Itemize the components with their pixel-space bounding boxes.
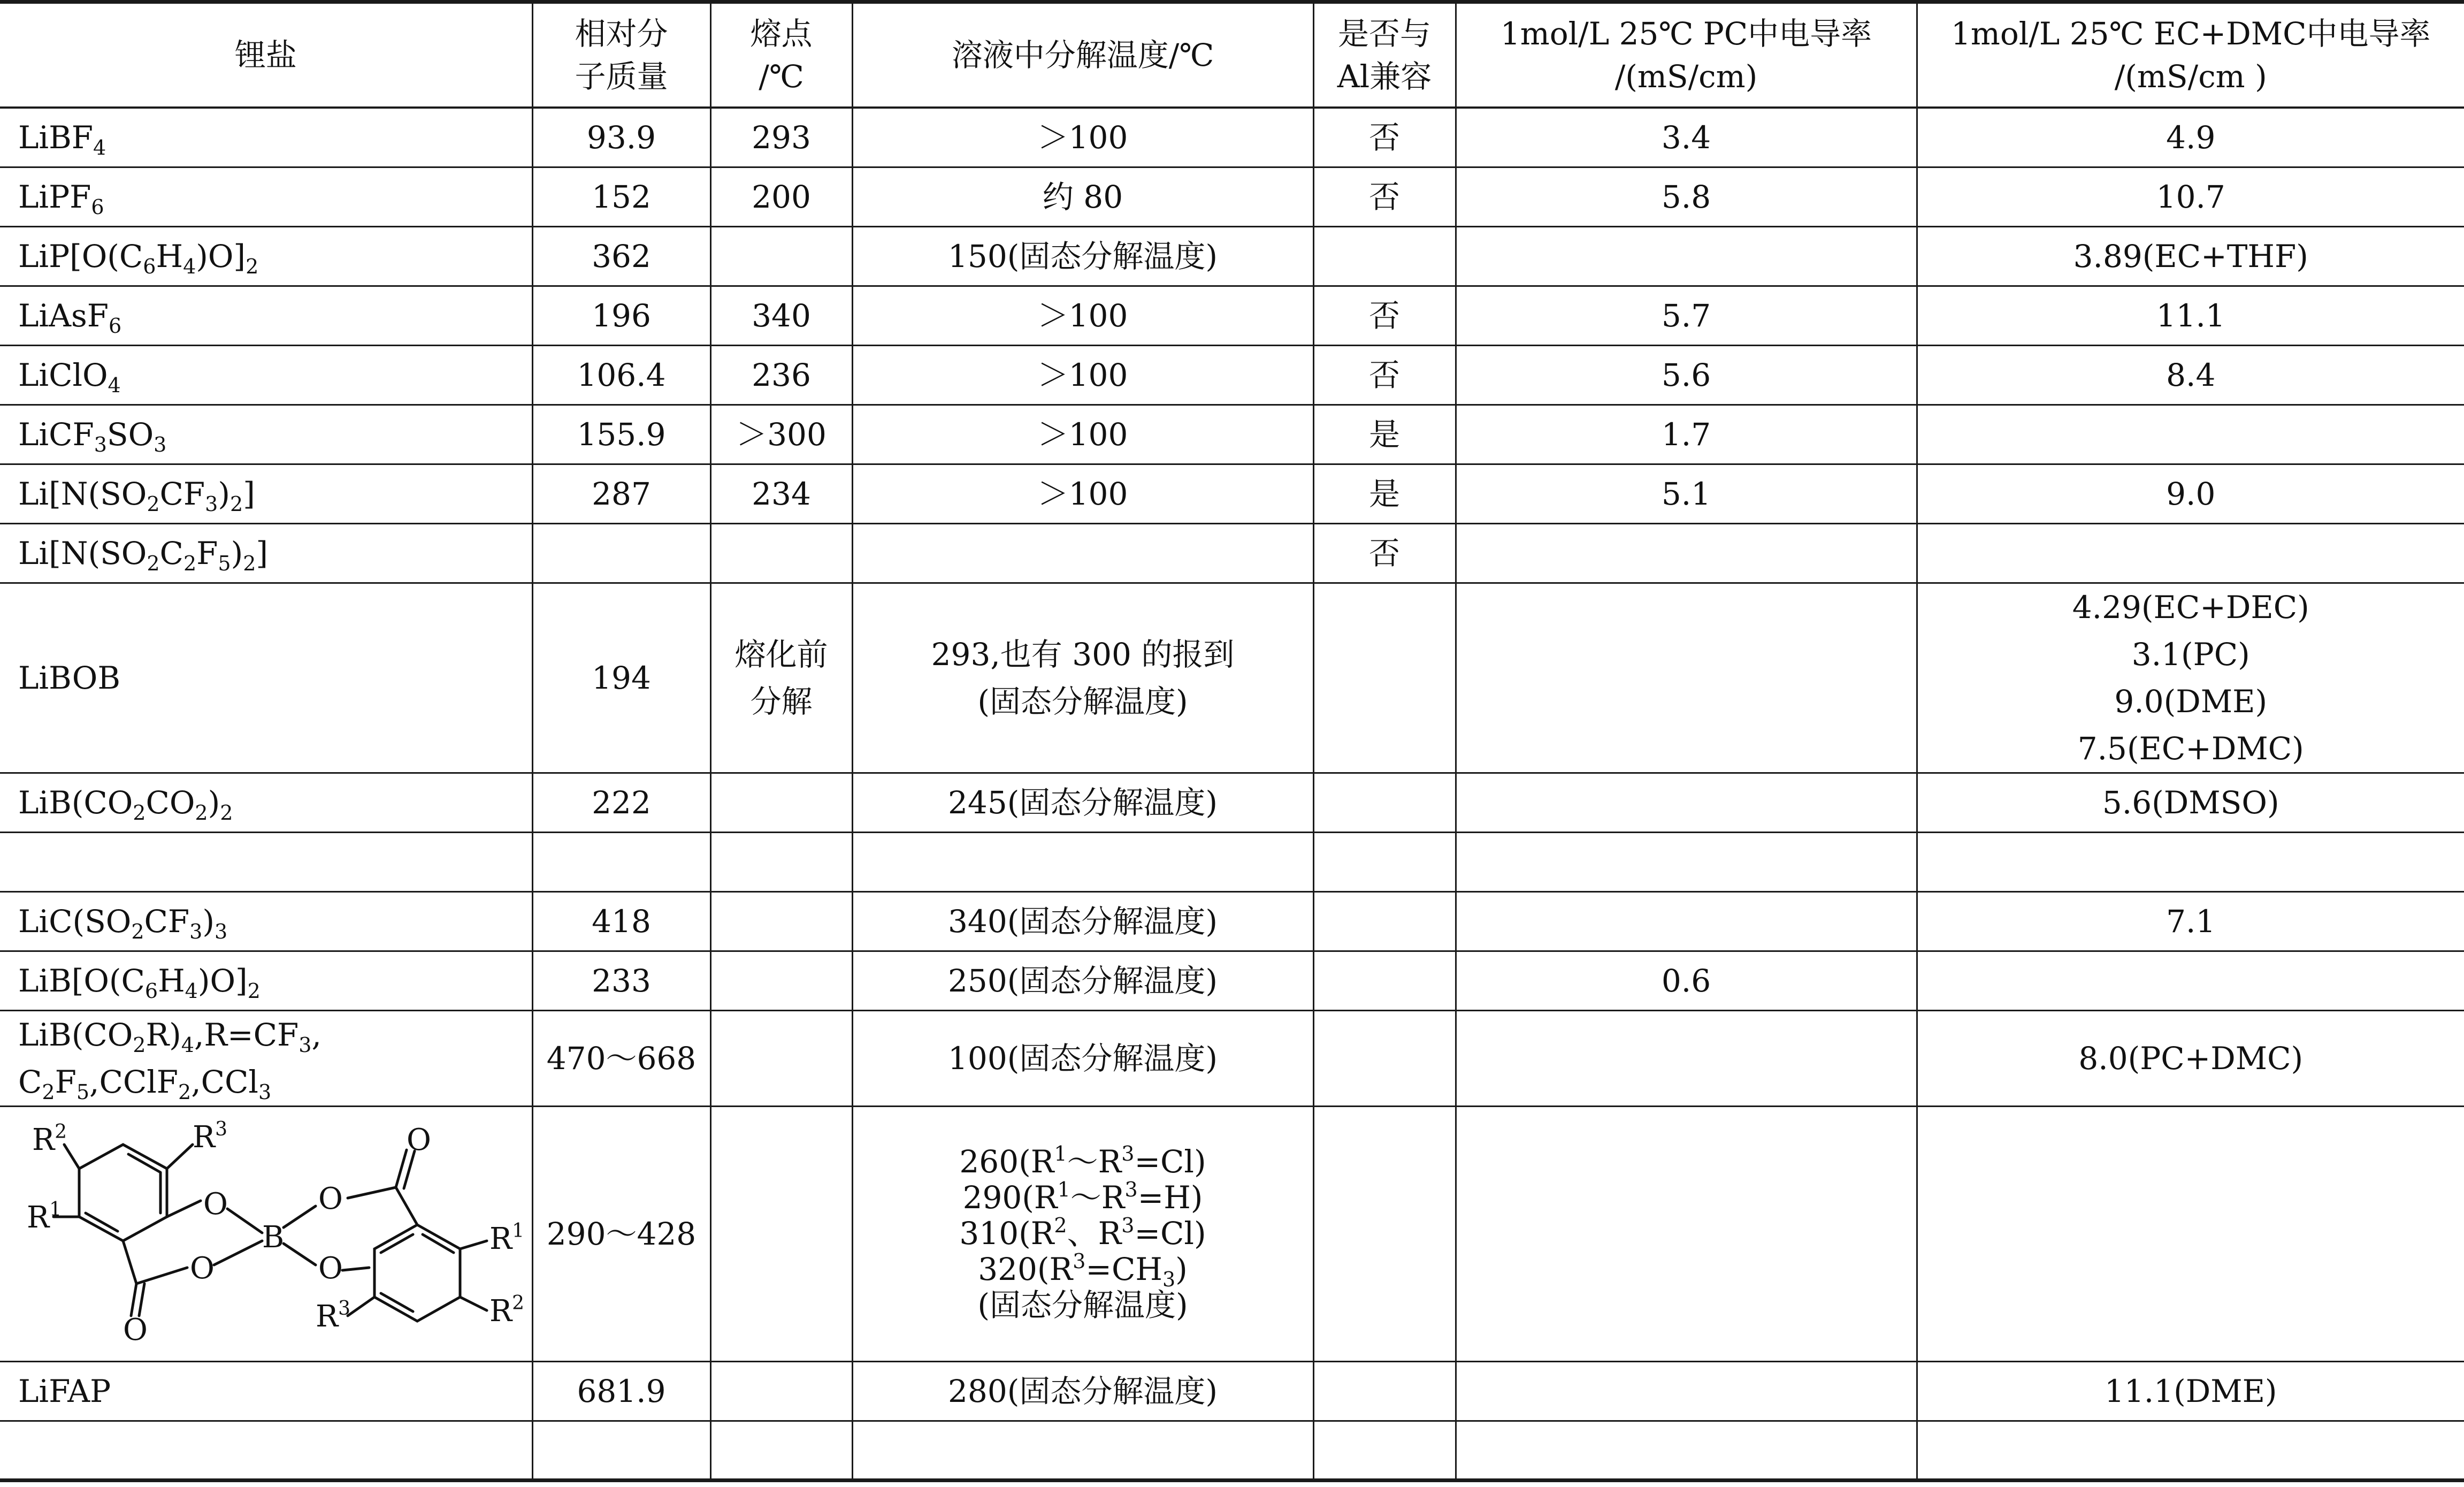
cell-line: 5.6(DMSO) <box>2102 784 2279 821</box>
melting-point-cell <box>710 832 852 891</box>
melting-point-cell <box>710 951 852 1010</box>
al-compatibility-cell: 是 <box>1313 405 1456 464</box>
header-al-compatibility <box>1313 2 1456 108</box>
cell-line: 200 <box>752 178 811 215</box>
al-compatibility-cell <box>1313 1361 1456 1421</box>
al-compatibility-cell <box>1313 1421 1456 1480</box>
cell-line: ＞300 <box>736 416 827 453</box>
al-compatibility-cell: 否 <box>1313 286 1456 345</box>
header-melting-point <box>710 2 852 108</box>
struct-o-carbonyl-left: O <box>123 1312 148 1347</box>
salt-cell: LiPF$_6$ <box>0 167 532 226</box>
molecular-weight-cell: 152 <box>532 167 710 226</box>
cell-line: (固态分解温度) <box>977 1287 1188 1323</box>
cell-line: 8.0(PC+DMC) <box>2078 1040 2304 1077</box>
cell-line: 150(固态分解温度) <box>948 238 1218 274</box>
pc-conductivity-cell: 5.8 <box>1456 167 1917 226</box>
pc-conductivity-cell <box>1456 1421 1917 1480</box>
pc-conductivity-cell: 0.6 <box>1456 951 1917 1010</box>
pc-conductivity-cell: 3.4 <box>1456 108 1917 167</box>
struct-o-2: O <box>190 1250 215 1286</box>
ec-dmc-conductivity-cell <box>1917 464 2464 523</box>
pc-conductivity-cell: 5.7 <box>1456 286 1917 345</box>
molecular-weight-cell: 681.9 <box>532 1361 710 1421</box>
al-compatibility-cell <box>1313 951 1456 1010</box>
cell-line: $310(R^2$、$R^3=Cl$) <box>959 1214 1206 1252</box>
al-compatibility-cell <box>1313 891 1456 951</box>
salt-cell: LiBF$_4$ <box>0 108 532 167</box>
header-al-line1: 是否与 <box>1337 16 1431 52</box>
struct-r3-left: $R^3$ <box>193 1118 228 1155</box>
ec-dmc-conductivity-cell <box>1917 583 2464 773</box>
table-row <box>0 345 2464 405</box>
melting-point-cell <box>710 405 852 464</box>
ec-dmc-conductivity-cell <box>1917 108 2464 167</box>
pc-conductivity-cell: 5.6 <box>1456 345 1917 405</box>
header-mw-line1: 相对分 <box>575 16 668 52</box>
ec-dmc-conductivity-cell <box>1917 1106 2464 1361</box>
cell-line: ＞100 <box>1037 297 1128 334</box>
melting-point-cell <box>710 1010 852 1106</box>
table-row <box>0 226 2464 286</box>
table-row <box>0 286 2464 345</box>
struct-o-carbonyl-right: O <box>407 1122 431 1157</box>
table-row <box>0 583 2464 773</box>
table-row <box>0 773 2464 832</box>
salt-cell: $LiB(CO_2CO_2)_2$ <box>0 773 532 832</box>
struct-o-1: O <box>203 1186 228 1222</box>
melting-point-cell <box>710 286 852 345</box>
molecular-weight-cell: 287 <box>532 464 710 523</box>
header-molecular-weight <box>532 2 710 108</box>
decomposition-temp-cell <box>852 951 1313 1010</box>
al-compatibility-cell <box>1313 226 1456 286</box>
cell-line: 10.7 <box>2156 178 2225 215</box>
molecular-weight-cell: 470～668 <box>532 1010 710 1106</box>
ec-dmc-conductivity-cell <box>1917 773 2464 832</box>
salt-cell: $LiP[O(C_6H_4)O]_2$ <box>0 226 532 286</box>
header-mp-line2: /℃ <box>759 58 804 95</box>
ec-dmc-conductivity-cell <box>1917 891 2464 951</box>
struct-o-4: O <box>318 1250 343 1286</box>
header-row <box>0 2 2464 108</box>
cell-line: 11.1(DME) <box>2104 1372 2277 1409</box>
salt-cell <box>0 1421 532 1480</box>
header-pc-line2: /(mS/cm) <box>1614 58 1758 95</box>
melting-point-cell <box>710 1421 852 1480</box>
decomposition-temp-cell <box>852 891 1313 951</box>
al-compatibility-cell: 否 <box>1313 108 1456 167</box>
pc-conductivity-cell: 5.1 <box>1456 464 1917 523</box>
table-row <box>0 464 2464 523</box>
molecular-weight-cell: 194 <box>532 583 710 773</box>
table-row <box>0 832 2464 891</box>
cell-line: 8.4 <box>2166 356 2216 393</box>
salt-cell <box>0 832 532 891</box>
struct-o-3: O <box>318 1181 343 1216</box>
pc-conductivity-cell <box>1456 1106 1917 1361</box>
molecular-weight-cell <box>532 1421 710 1480</box>
table-row <box>0 405 2464 464</box>
cell-line: 100(固态分解温度) <box>948 1040 1218 1077</box>
header-ecdmc-line1: 1mol/L 25℃ EC+DMC中电导率 <box>1950 16 2431 52</box>
decomposition-temp-cell <box>852 345 1313 405</box>
decomposition-temp-cell <box>852 1421 1313 1480</box>
pc-conductivity-cell <box>1456 832 1917 891</box>
table-row <box>0 523 2464 583</box>
cell-line: $290(R^1\sim R^3=H)$ <box>962 1178 1203 1216</box>
cell-line: ＞100 <box>1037 416 1128 453</box>
salt-cell: $LiB(CO_2R)_4,R=CF_3$, $C_2F_5,CClF_2,CCl_3$ <box>0 1010 532 1106</box>
struct-r2-right: $R^2$ <box>489 1292 524 1329</box>
salt-cell: LiAsF$_6$ <box>0 286 532 345</box>
melting-point-cell <box>710 167 852 226</box>
salt-cell: $LiC(SO_2CF_3)_3$ <box>0 891 532 951</box>
molecular-weight-cell: 290～428 <box>532 1106 710 1361</box>
molecular-weight-cell: 418 <box>532 891 710 951</box>
cell-line: 约 80 <box>1042 178 1123 215</box>
cell-line: 234 <box>752 475 811 512</box>
decomposition-temp-cell <box>852 405 1313 464</box>
decomposition-temp-cell <box>852 523 1313 583</box>
cell-line: 250(固态分解温度) <box>948 962 1218 999</box>
ec-dmc-conductivity-cell <box>1917 951 2464 1010</box>
cell-line: 245(固态分解温度) <box>948 784 1218 821</box>
ec-dmc-conductivity-cell <box>1917 405 2464 464</box>
ec-dmc-conductivity-cell <box>1917 226 2464 286</box>
cell-line: 3.89(EC+THF) <box>2073 238 2308 274</box>
decomposition-temp-cell <box>852 832 1313 891</box>
cell-line: 熔化前 <box>734 636 828 673</box>
decomposition-temp-cell <box>852 464 1313 523</box>
molecular-weight-cell: 233 <box>532 951 710 1010</box>
pc-conductivity-cell <box>1456 523 1917 583</box>
al-compatibility-cell: 否 <box>1313 167 1456 226</box>
cell-line: 9.0 <box>2166 475 2216 512</box>
cell-line: 293,也有 300 的报到 <box>931 636 1235 673</box>
header-ecdmc-line2: /(mS/cm ) <box>2114 58 2267 95</box>
struct-r1-right: $R^1$ <box>489 1219 524 1256</box>
cell-line: 340 <box>752 297 811 334</box>
ec-dmc-conductivity-cell <box>1917 345 2464 405</box>
decomposition-temp-cell <box>852 1010 1313 1106</box>
header-decomposition-temp: 溶液中分解温度/℃ <box>852 2 1313 108</box>
salt-cell: $Li[N(SO_2C_2F_5)_2]$ <box>0 523 532 583</box>
melting-point-cell <box>710 891 852 951</box>
decomposition-temp-cell <box>852 773 1313 832</box>
al-compatibility-cell: 是 <box>1313 464 1456 523</box>
al-compatibility-cell: 否 <box>1313 345 1456 405</box>
cell-line: $320(R^3=CH_3)$ <box>978 1249 1188 1291</box>
melting-point-cell <box>710 773 852 832</box>
molecular-weight-cell <box>532 523 710 583</box>
salt-cell: $LiB[O(C_6H_4)O]_2$ <box>0 951 532 1010</box>
pc-conductivity-cell <box>1456 891 1917 951</box>
al-compatibility-cell <box>1313 832 1456 891</box>
table-row <box>0 951 2464 1010</box>
al-compatibility-cell <box>1313 583 1456 773</box>
al-compatibility-cell <box>1313 1106 1456 1361</box>
melting-point-cell <box>710 523 852 583</box>
decomposition-temp-cell <box>852 583 1313 773</box>
melting-point-cell <box>710 226 852 286</box>
cell-line: 4.9 <box>2166 119 2216 156</box>
ec-dmc-conductivity-cell <box>1917 1361 2464 1421</box>
al-compatibility-cell: 否 <box>1313 523 1456 583</box>
decomposition-temp-cell <box>852 286 1313 345</box>
cell-line: 293 <box>752 119 811 156</box>
table-body <box>0 108 2464 1480</box>
table-row <box>0 891 2464 951</box>
al-compatibility-cell <box>1313 773 1456 832</box>
header-al-line2: Al兼容 <box>1337 58 1432 95</box>
decomposition-temp-cell <box>852 108 1313 167</box>
ec-dmc-conductivity-cell <box>1917 1421 2464 1480</box>
cell-line: 3.1(PC) <box>2131 636 2250 673</box>
decomposition-temp-cell <box>852 1106 1313 1361</box>
ec-dmc-conductivity-cell <box>1917 523 2464 583</box>
pc-conductivity-cell <box>1456 1010 1917 1106</box>
cell-line: ＞100 <box>1037 475 1128 512</box>
cell-line: 7.1 <box>2166 903 2216 940</box>
ec-dmc-conductivity-cell <box>1917 832 2464 891</box>
table-row <box>0 167 2464 226</box>
pc-conductivity-cell: 1.7 <box>1456 405 1917 464</box>
molecular-weight-cell: 106.4 <box>532 345 710 405</box>
pc-conductivity-cell <box>1456 583 1917 773</box>
salt-cell: $Li[N(SO_2CF_3)_2]$ <box>0 464 532 523</box>
cell-line: 340(固态分解温度) <box>948 903 1218 940</box>
ec-dmc-conductivity-cell <box>1917 1010 2464 1106</box>
melting-point-cell <box>710 1361 852 1421</box>
melting-point-cell <box>710 1106 852 1361</box>
melting-point-cell <box>710 583 852 773</box>
salt-cell: LiClO$_4$ <box>0 345 532 405</box>
struct-r1-left: $R^1$ <box>27 1198 62 1235</box>
salt-cell: LiFAP <box>0 1361 532 1421</box>
cell-line: 分解 <box>750 683 813 720</box>
cell-line: 236 <box>752 356 811 393</box>
cell-line: 4.29(EC+DEC) <box>2072 589 2309 626</box>
struct-b: B <box>262 1219 285 1255</box>
molecular-weight-cell: 196 <box>532 286 710 345</box>
melting-point-cell <box>710 464 852 523</box>
ec-dmc-conductivity-cell <box>1917 286 2464 345</box>
header-ec-dmc-conductivity <box>1917 2 2464 108</box>
table-row <box>0 1421 2464 1480</box>
al-compatibility-cell <box>1313 1010 1456 1106</box>
molecular-weight-cell: 155.9 <box>532 405 710 464</box>
ec-dmc-conductivity-cell <box>1917 167 2464 226</box>
decomposition-temp-cell <box>852 167 1313 226</box>
cell-line: ＞100 <box>1037 119 1128 156</box>
salt-cell: LiBOB <box>0 583 532 773</box>
header-salt: 锂盐 <box>0 2 532 108</box>
header-pc-line1: 1mol/L 25℃ PC中电导率 <box>1500 16 1872 52</box>
table-row <box>0 1010 2464 1106</box>
struct-r3-right: $R^3$ <box>316 1297 351 1334</box>
cell-line: 7.5(EC+DMC) <box>2077 730 2304 767</box>
header-mw-line2: 子质量 <box>575 58 668 95</box>
header-mp-line1: 熔点 <box>750 16 813 52</box>
cell-line: (固态分解温度) <box>977 683 1188 720</box>
cell-line: 9.0(DME) <box>2114 683 2268 720</box>
table-row <box>0 108 2464 167</box>
cell-line: $260(R^1\sim R^3=Cl)$ <box>959 1142 1206 1180</box>
melting-point-cell <box>710 108 852 167</box>
pc-conductivity-cell <box>1456 773 1917 832</box>
salt-cell: $LiCF_3SO_3$ <box>0 405 532 464</box>
molecular-weight-cell: 222 <box>532 773 710 832</box>
decomposition-temp-cell <box>852 226 1313 286</box>
molecular-weight-cell: 93.9 <box>532 108 710 167</box>
header-pc-conductivity <box>1456 2 1917 108</box>
pc-conductivity-cell <box>1456 226 1917 286</box>
cell-line: 11.1 <box>2156 297 2225 334</box>
struct-r2-left: $R^2$ <box>32 1120 67 1157</box>
bis-salicylato-borate-structure-image <box>11 1107 524 1348</box>
table-row <box>0 1106 2464 1361</box>
melting-point-cell <box>710 345 852 405</box>
salt-cell <box>0 1106 532 1361</box>
cell-line: 280(固态分解温度) <box>948 1372 1218 1409</box>
decomposition-temp-cell <box>852 1361 1313 1421</box>
molecular-weight-cell <box>532 832 710 891</box>
table-row <box>0 1361 2464 1421</box>
cell-line: ＞100 <box>1037 356 1128 393</box>
pc-conductivity-cell <box>1456 1361 1917 1421</box>
molecular-weight-cell: 362 <box>532 226 710 286</box>
